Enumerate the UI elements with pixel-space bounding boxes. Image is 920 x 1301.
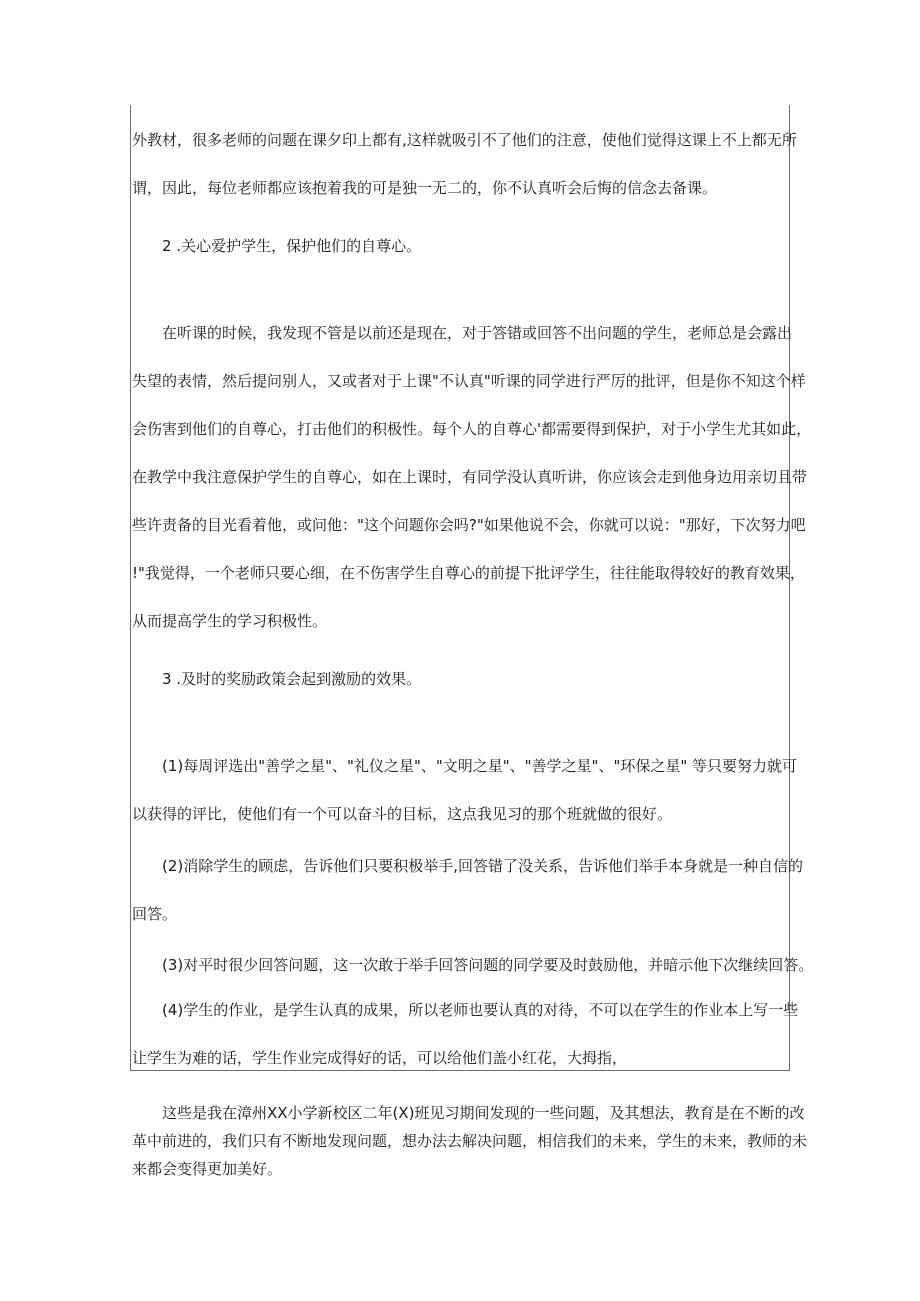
list-item-line: (4)学生的作业，是学生认真的成果，所以老师也要认真的对待，不可以在学生的作业本上写一些 [162, 1001, 799, 1019]
paragraph-line: !"我觉得，一个老师只要心细，在不伤害学生自尊心的前提下批评学生，往往能取得较好的教育效果， [132, 564, 805, 582]
section-heading-2: 2 .关心爱护学生，保护他们的自尊心。 [162, 237, 422, 255]
list-item-line: 回答。 [132, 905, 178, 923]
paragraph-line: 在听课的时候，我发现不管是以前还是现在，对于答错或回答不出问题的学生，老师总是会露出 [162, 324, 793, 342]
paragraph-line: 些许责备的目光看着他，或问他："这个问题你会吗?"如果他说不会，你就可以说："那好，下次努力吧 [132, 516, 806, 534]
closing-paragraph-line: 革中前进的，我们只有不断地发现问题，想办法去解决问题，相信我们的未来，学生的未来，教师的未 [132, 1132, 808, 1150]
paragraph-line: 失望的表情，然后提问别人，又或者对于上课"不认真"听课的同学进行严厉的批评，但是你不知这个样 [132, 372, 806, 390]
paragraph-line: 在教学中我注意保护学生的自尊心，如在上课时，有同学没认真听讲，你应该会走到他身边用亲切且带 [132, 468, 808, 486]
list-item-line: 以获得的评比，使他们有一个可以奋斗的目标，这点我见习的那个班就做的很好。 [132, 805, 673, 823]
paragraph-line: 外教材，很多老师的问题在课夕印上都有,这样就吸引不了他们的注意，使他们觉得这课上不上都无所 [132, 131, 797, 149]
list-item-line: 让学生为难的话，学生作业完成得好的话，可以给他们盖小红花，大拇指， [132, 1049, 628, 1067]
paragraph-line: 谓，因此，每位老师都应该抱着我的可是独一无二的，你不认真听会后悔的信念去备课。 [132, 179, 718, 197]
list-item-line: (1)每周评选出"善学之星"、"礼仪之星"、"文明之星"、"善学之星"、"环保之星" 等只要努力就可 [162, 757, 798, 775]
closing-paragraph-line: 来都会变得更加美好。 [132, 1160, 283, 1178]
section-heading-3: 3 .及时的奖励政策会起到激励的效果。 [162, 670, 422, 688]
paragraph-line: 会伤害到他们的自尊心，打击他们的积极性。每个人的自尊心'都需要得到保护，对于小学生尤其如此， [132, 420, 812, 438]
list-item-line: (3)对平时很少回答问题，这一次敢于举手回答问题的同学要及时鼓励他，并暗示他下次继续回答。 [162, 956, 814, 974]
list-item-line: (2)消除学生的顾虑，告诉他们只要积极举手,回答错了没关系，告诉他们举手本身就是一种自信的 [162, 857, 804, 875]
closing-paragraph-line: 这些是我在漳州XX小学新校区二年(X)班见习期间发现的一些问题，及其想法，教育是在不断的改 [162, 1104, 805, 1122]
paragraph-line: 从而提高学生的学习积极性。 [132, 612, 328, 630]
